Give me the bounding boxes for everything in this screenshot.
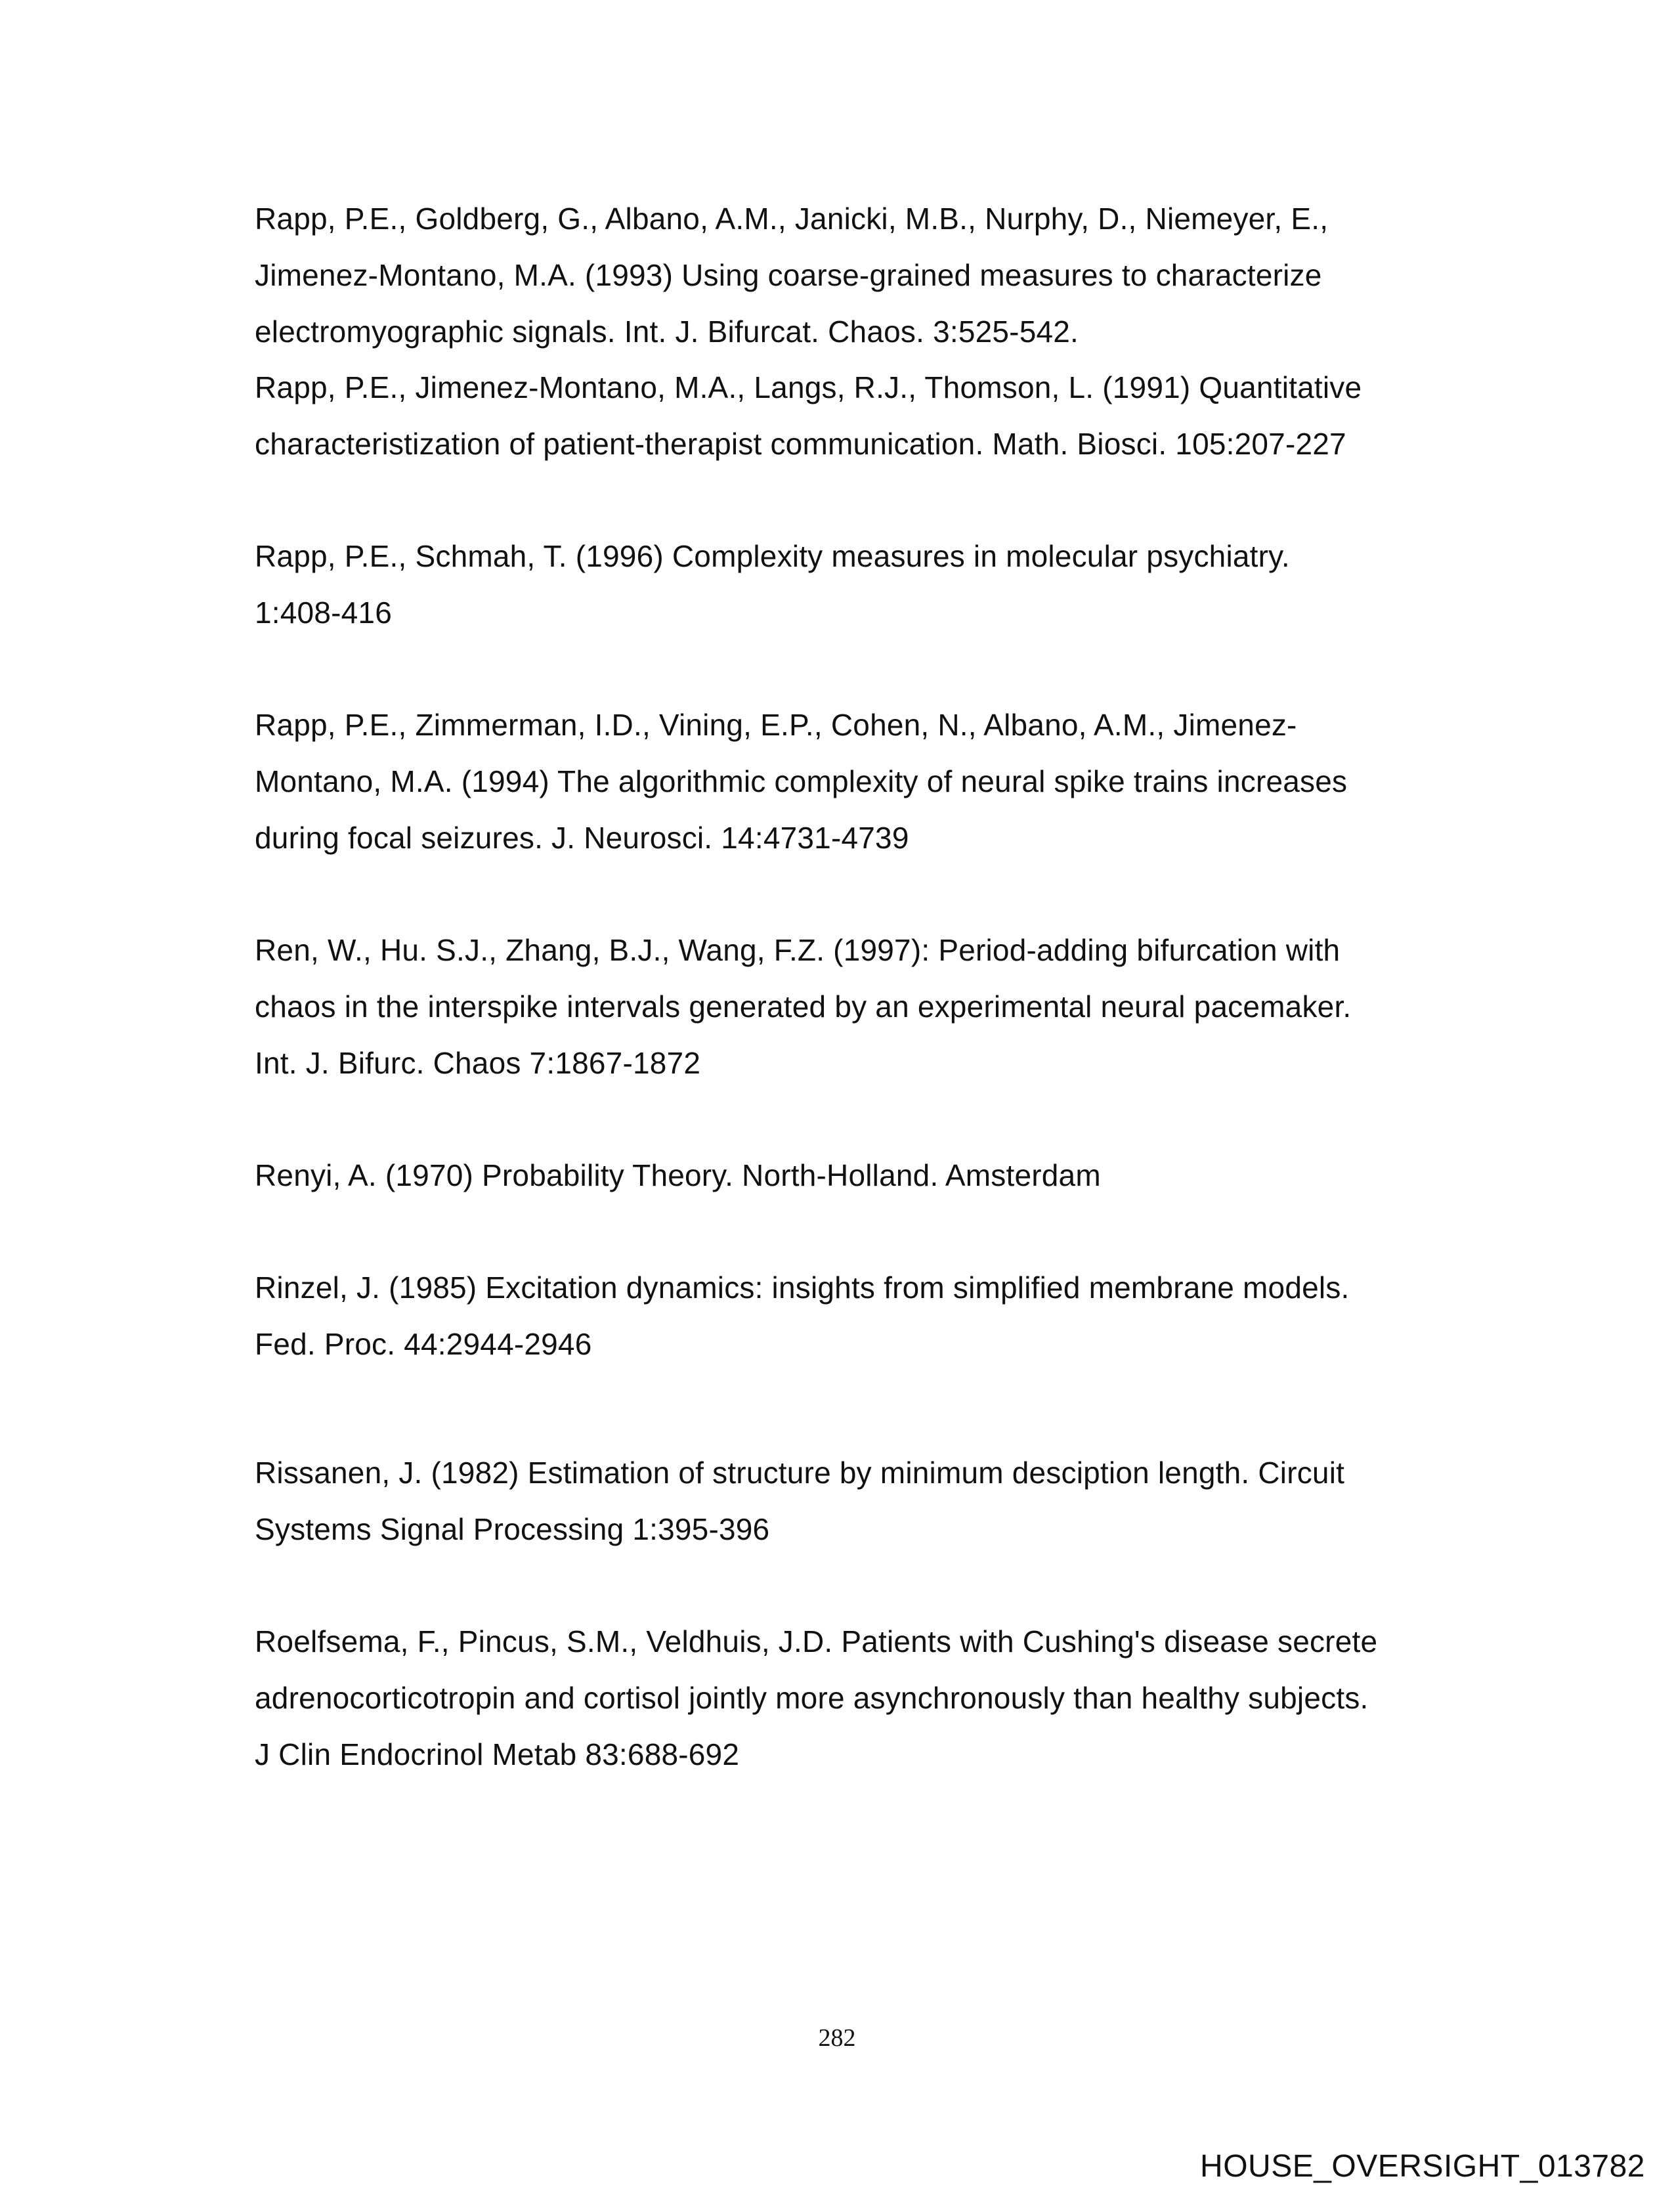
reference-line: J Clin Endocrinol Metab 83:688-692 bbox=[255, 1737, 740, 1771]
reference-line: Rapp, P.E., Zimmerman, I.D., Vining, E.P., Cohen, N., Albano, A.M., Jimenez- bbox=[255, 708, 1297, 742]
reference-ren-1997 bbox=[255, 922, 1495, 1091]
reference-roelfsema bbox=[255, 1613, 1495, 1783]
reference-line: Systems Signal Processing 1:395-396 bbox=[255, 1512, 770, 1546]
page-number: 282 bbox=[818, 2024, 856, 2052]
reference-line: Rapp, P.E., Schmah, T. (1996) Complexity measures in molecular psychiatry. bbox=[255, 539, 1290, 573]
reference-line: electromyographic signals. Int. J. Bifurcat. Chaos. 3:525-542. bbox=[255, 314, 1079, 349]
reference-renyi-1970 bbox=[255, 1147, 1495, 1204]
reference-rapp-1996 bbox=[255, 528, 1495, 641]
reference-line: chaos in the interspike intervals generated by an experimental neural pacemaker. bbox=[255, 989, 1352, 1024]
reference-line: Jimenez-Montano, M.A. (1993) Using coarse-grained measures to characterize bbox=[255, 258, 1322, 292]
reference-line: Rissanen, J. (1982) Estimation of structure by minimum desciption length. Circuit bbox=[255, 1456, 1345, 1490]
reference-rinzel-1985 bbox=[255, 1259, 1495, 1372]
reference-line: Rapp, P.E., Goldberg, G., Albano, A.M., Janicki, M.B., Nurphy, D., Niemeyer, E., bbox=[255, 202, 1329, 236]
bates-number: HOUSE_OVERSIGHT_013782 bbox=[1200, 2149, 1645, 2184]
reference-line: Roelfsema, F., Pincus, S.M., Veldhuis, J.D. Patients with Cushing's disease secrete bbox=[255, 1624, 1378, 1659]
reference-line: Montano, M.A. (1994) The algorithmic complexity of neural spike trains increases bbox=[255, 764, 1348, 798]
reference-line: during focal seizures. J. Neurosci. 14:4731-4739 bbox=[255, 821, 909, 855]
reference-rapp-1994 bbox=[255, 697, 1495, 866]
reference-line: Int. J. Bifurc. Chaos 7:1867-1872 bbox=[255, 1046, 701, 1080]
reference-line: adrenocorticotropin and cortisol jointly more asynchronously than healthy subjects. bbox=[255, 1681, 1369, 1715]
reference-line: Renyi, A. (1970) Probability Theory. North-Holland. Amsterdam bbox=[255, 1158, 1101, 1192]
reference-line: Rinzel, J. (1985) Excitation dynamics: insights from simplified membrane models. bbox=[255, 1270, 1350, 1305]
reference-rapp-1991 bbox=[255, 359, 1495, 472]
reference-rissanen-1982 bbox=[255, 1444, 1495, 1557]
reference-line: characteristization of patient-therapist communication. Math. Biosci. 105:207-227 bbox=[255, 427, 1346, 461]
reference-line: Fed. Proc. 44:2944-2946 bbox=[255, 1327, 592, 1361]
reference-line: Rapp, P.E., Jimenez-Montano, M.A., Langs, R.J., Thomson, L. (1991) Quantitative bbox=[255, 370, 1362, 404]
reference-rapp-1993 bbox=[255, 190, 1495, 360]
reference-line: 1:408-416 bbox=[255, 596, 392, 630]
reference-line: Ren, W., Hu. S.J., Zhang, B.J., Wang, F.Z. (1997): Period-adding bifurcation with bbox=[255, 933, 1341, 967]
